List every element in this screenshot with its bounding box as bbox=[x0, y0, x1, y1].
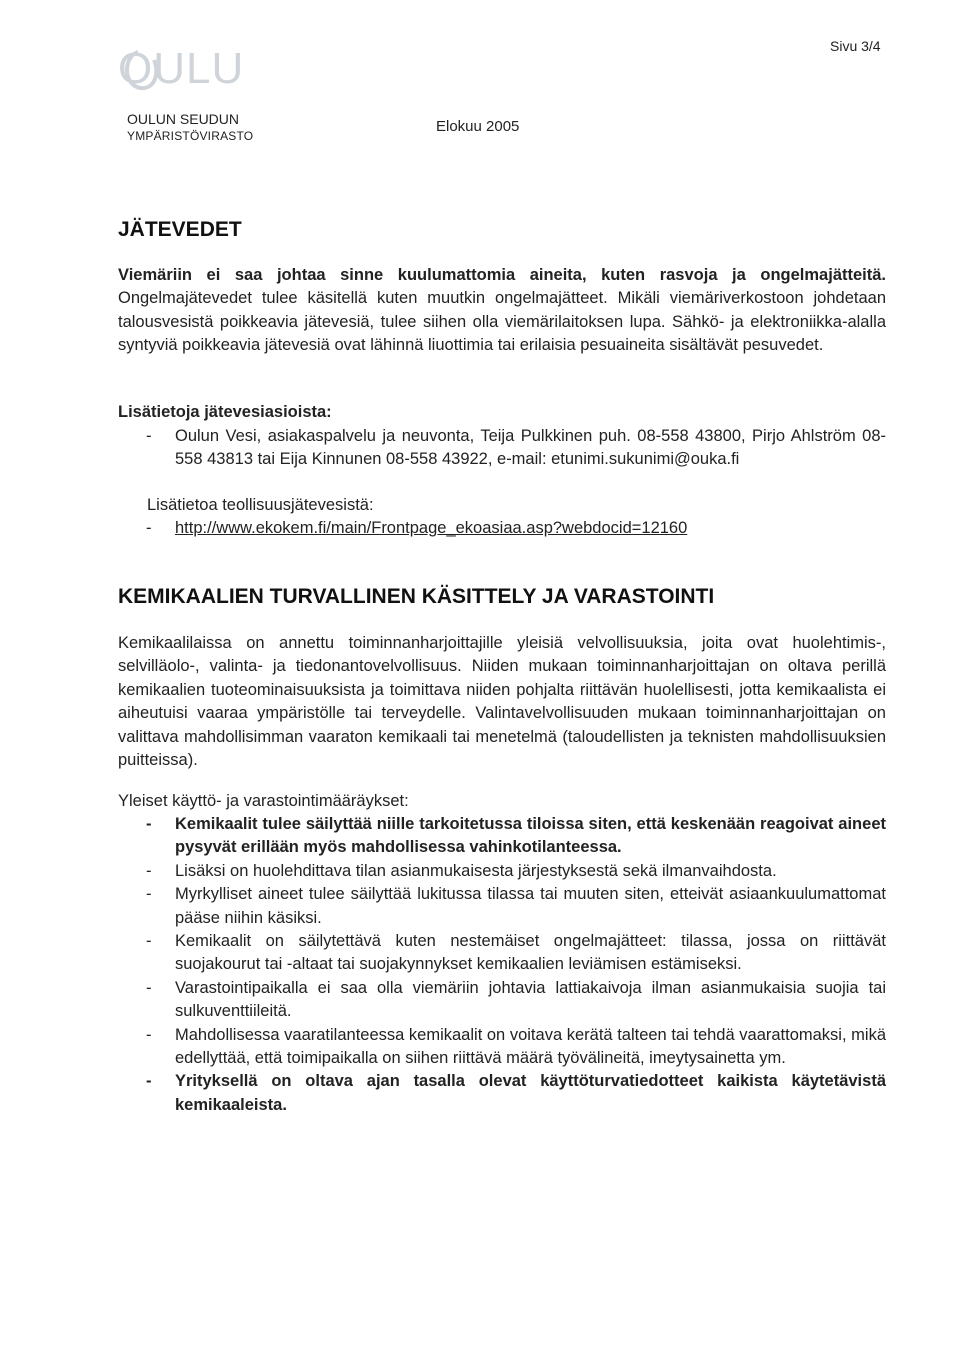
logo-text: OULU bbox=[118, 44, 245, 93]
info-heading: Lisätietoja jätevesiasioista: bbox=[118, 403, 332, 421]
list-item: - Oulun Vesi, asiakaspalvelu ja neuvonta, Teija Pulkkinen puh. 08-558 43800, Pirjo Ahlström 08-558 43813 tai Eija Kinnunen 08-558 43922, e-mail: etunimi.sukunimi@ouka.fi bbox=[146, 427, 886, 469]
rule-item-4: - Kemikaalit on säilytettävä kuten nestemäiset ongelmajätteet: tilassa, jossa on riittävät suojakourut tai -altaat tai suojakynnykset kemikaalien leviämisen estämiseksi. bbox=[146, 932, 886, 974]
rule-item-5: - Varastointipaikalla ei saa olla viemäriin johtavia lattiakaivoja ilman asianmukaisia suojia tai sulkuventtiileitä. bbox=[146, 978, 886, 1021]
rule-item-2: - Lisäksi on huolehdittava tilan asianmukaisesta järjestyksestä sekä ilmanvaihdosta. bbox=[146, 861, 777, 880]
industry-heading: Lisätietoa teollisuusjätevesistä: bbox=[147, 496, 374, 514]
section-title-kemikaalit: KEMIKAALIEN TURVALLINEN KÄSITTELY JA VARASTOINTI bbox=[118, 585, 715, 608]
org-line-2: YMPÄRISTÖVIRASTO bbox=[127, 129, 254, 143]
jatevedet-intro-rest: Ongelmajätevedet tulee käsitellä kuten muutkin ongelmajätteet. Mikäli viemäriverkostoon johdetaan talousvesistä poikkeavia jätevesiä, tulee siihen olla viemärilaitoksen lupa. Sähkö- ja elektroniikka-alalla syntyviä poikkeavia jätevesiä ovat lähinnä liuottimia tai erilaisia pesuaineita sisältävät pesuvedet. bbox=[118, 289, 886, 355]
rule-item-3: - Myrkylliset aineet tulee säilyttää lukitussa tilassa tai muuten siten, etteivät asiaankuulumattomat pääse niihin käsiksi. bbox=[146, 885, 886, 927]
industry-list bbox=[118, 517, 886, 540]
industry-link[interactable]: http://www.ekokem.fi/main/Frontpage_ekoasiaa.asp?webdocid=12160 bbox=[175, 519, 688, 537]
rule-item-6: - Mahdollisessa vaaratilanteessa kemikaalit on voitava kerätä talteen tai tehdä vaarattomaksi, mikä edellyttää, että toimipaikalla on siihen riittävä määrä työvälineitä, imeytysainetta ym. bbox=[146, 1025, 886, 1068]
rules-heading: Yleiset käyttö- ja varastointimääräykset: bbox=[118, 792, 409, 810]
organization-name bbox=[127, 111, 253, 145]
info-item-text: Oulun Vesi, asiakaspalvelu ja neuvonta, Teija Pulkkinen puh. 08-558 43800, Pirjo Ahlström 08-558 43813 tai Eija Kinnunen 08-558 43922, e-mail: etunimi.sukunimi@ouka.fi bbox=[175, 427, 886, 469]
oulu-logo bbox=[118, 44, 268, 94]
org-line-1: OULUN SEUDUN bbox=[127, 111, 240, 127]
jatevedet-intro-bold: Viemäriin ei saa johtaa sinne kuulumattomia aineita, kuten rasvoja ja ongelmajätteitä. bbox=[118, 266, 886, 284]
rule-item-7: - Yrityksellä on oltava ajan tasalla olevat käyttöturvatiedotteet kaikista käytetävistä kemikaaleista. bbox=[146, 1072, 886, 1114]
kemikaalit-intro: Kemikaalilaissa on annettu toiminnanharjoittajille yleisiä velvollisuuksia, joita ovat huolehtimis-, selvilläolo-, valinta- ja tiedonantovelvollisuus. Niiden mukaan toiminnanharjoittajan on oltava perillä kemikaalien tuoteominaisuuksista ja toimittava niiden pohjalta riittävän huolellisesti, jotta kemikaalista ei aiheutuisi vaaraa ympäristölle tai terveydelle. Valintavelvollisuuden mukaan toiminnanharjoittajan on valittava mahdollisimman vaaraton kemikaali tai menetelmä (taloudellisten ja teknisten mahdollisuuksien puitteissa). bbox=[118, 634, 886, 770]
section-title-jatevedet: JÄTEVEDET bbox=[118, 218, 242, 241]
rule-item-1: - Kemikaalit tulee säilyttää niille tarkoitetussa tiloissa siten, että keskenään reagoivat aineet pysyvät erillään myös mahdollisessa vahinkotilanteessa. bbox=[146, 815, 886, 857]
info-list bbox=[118, 425, 886, 472]
list-item: - http://www.ekokem.fi/main/Frontpage_ekoasiaa.asp?webdocid=12160 bbox=[146, 519, 688, 537]
rules-list bbox=[118, 813, 886, 1117]
document-date: Elokuu 2005 bbox=[436, 118, 520, 135]
jatevedet-intro bbox=[118, 264, 886, 358]
page-number: Sivu 3/4 bbox=[830, 38, 881, 54]
